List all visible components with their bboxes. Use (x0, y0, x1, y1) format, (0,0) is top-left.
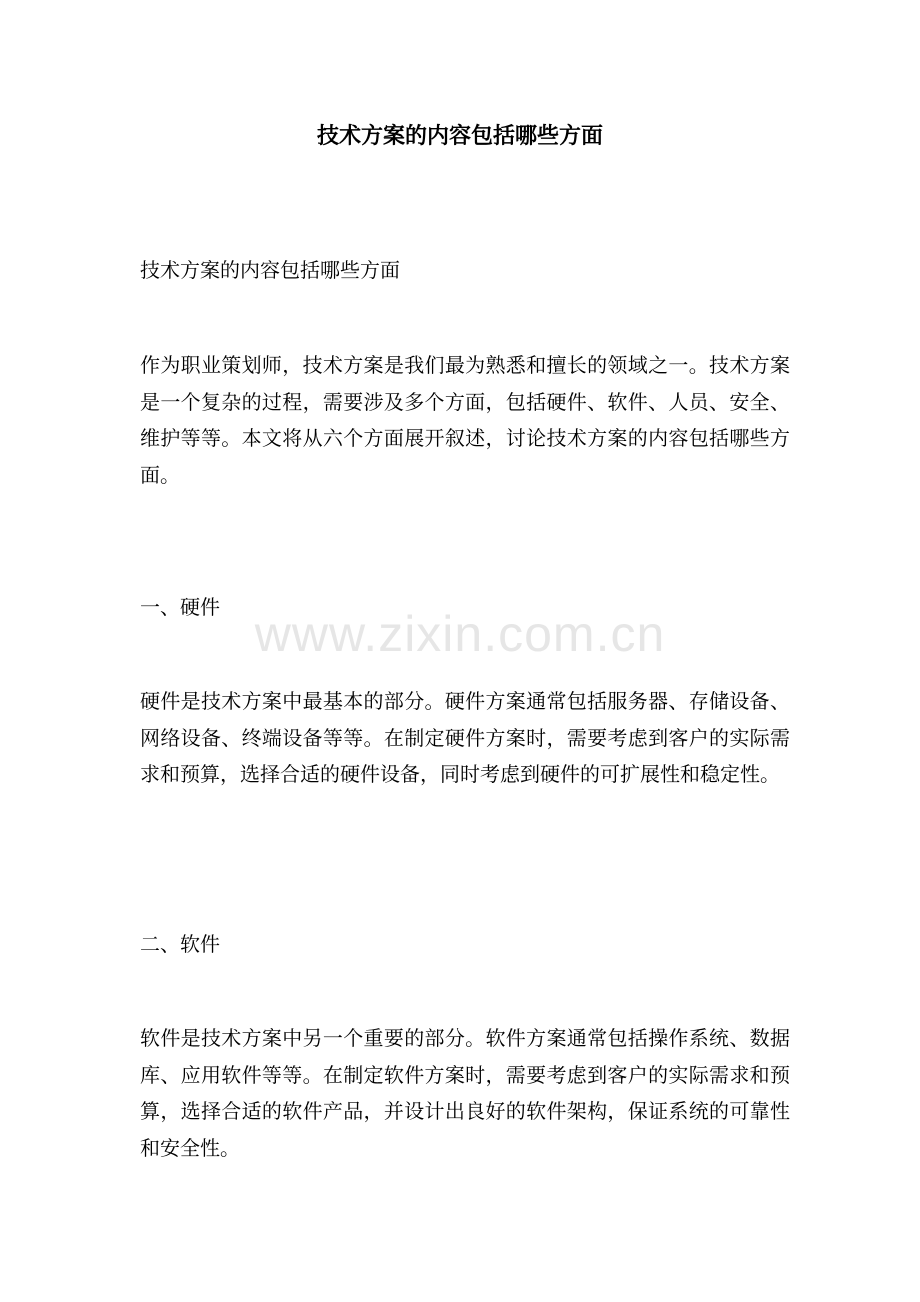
page-title: 技术方案的内容包括哪些方面 (316, 123, 603, 149)
watermark: www.zixin.com.cn (254, 606, 666, 662)
section-body-hardware: 硬件是技术方案中最基本的部分。硬件方案通常包括服务器、存储设备、网络设备、终端设备等等。在制定硬件方案时，需要考虑到客户的实际需求和预算，选择合适的硬件设备，同时考虑到硬件的可扩展性和稳定性。 (140, 689, 790, 786)
section-heading-hardware: 一、硬件 (140, 595, 220, 619)
section-body-software: 软件是技术方案中另一个重要的部分。软件方案通常包括操作系统、数据库、应用软件等等。在制定软件方案时，需要考虑到客户的实际需求和预算，选择合适的软件产品，并设计出良好的软件架构，保证系统的可靠性和安全性。 (140, 1026, 790, 1160)
section-heading-software: 二、软件 (140, 932, 220, 956)
document-subtitle: 技术方案的内容包括哪些方面 (140, 258, 400, 282)
intro-paragraph: 作为职业策划师，技术方案是我们最为熟悉和擅长的领域之一。技术方案是一个复杂的过程，需要涉及多个方面，包括硬件、软件、人员、安全、维护等等。本文将从六个方面展开叙述，讨论技术方案的内容包括哪些方面。 (140, 353, 790, 487)
